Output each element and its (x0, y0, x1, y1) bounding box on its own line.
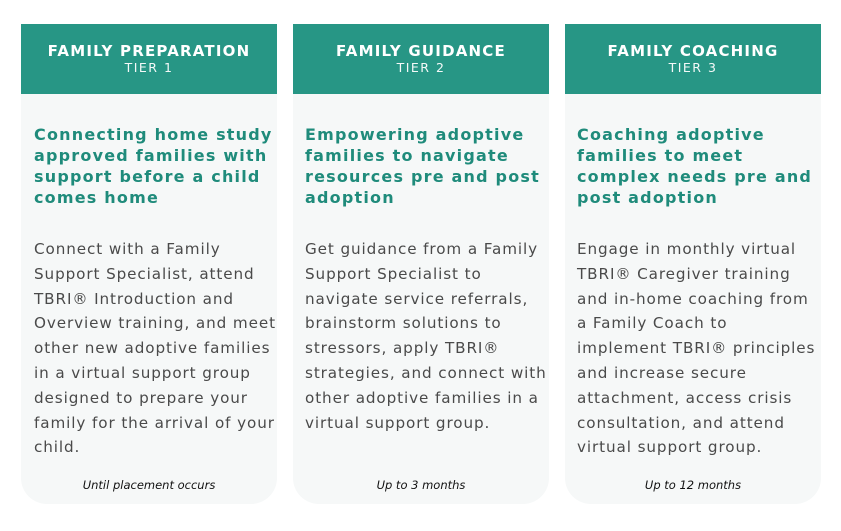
tier-duration: Up to 3 months (376, 478, 466, 492)
tier-heading: Connecting home study approved families with support before a child comes home (34, 125, 273, 207)
tier-description: Connect with a Family Support Specialist, attend TBRI® Introduction and Overview training, and meet other new adoptive families in a virtual support group designed to prepare your family for the arrival of your child. (34, 240, 276, 457)
tier-heading: Empowering adoptive families to navigate resources pre and post adoption (305, 125, 540, 207)
tier-description: Engage in monthly virtual TBRI® Caregiver training and in-home coaching from a Family Coach to implement TBRI® principles and increase secure attachment, access crisis consultation, and attend virtual support group. (577, 240, 816, 457)
tier-label: TIER 2 (396, 60, 446, 75)
tier-card-header (21, 24, 277, 94)
tier-duration: Up to 12 months (644, 478, 742, 492)
tier-card-family-preparation (21, 24, 277, 504)
tier-title: FAMILY COACHING (607, 42, 779, 60)
tier-label: TIER 3 (668, 60, 718, 75)
tier-card-family-guidance (293, 24, 549, 504)
tier-label: TIER 1 (124, 60, 174, 75)
tier-card-header (293, 24, 549, 94)
tier-card-header (565, 24, 821, 94)
tier-duration: Until placement occurs (82, 478, 216, 492)
tier-title: FAMILY GUIDANCE (336, 42, 506, 60)
tier-description: Get guidance from a Family Support Specialist to navigate service referrals, brainstorm solutions to stressors, apply TBRI® strategies, and connect with other adoptive families in a virtual support group. (305, 240, 547, 432)
tier-title: FAMILY PREPARATION (47, 42, 251, 60)
tier-card-family-coaching (565, 24, 821, 504)
tier-heading: Coaching adoptive families to meet complex needs pre and post adoption (577, 125, 813, 207)
